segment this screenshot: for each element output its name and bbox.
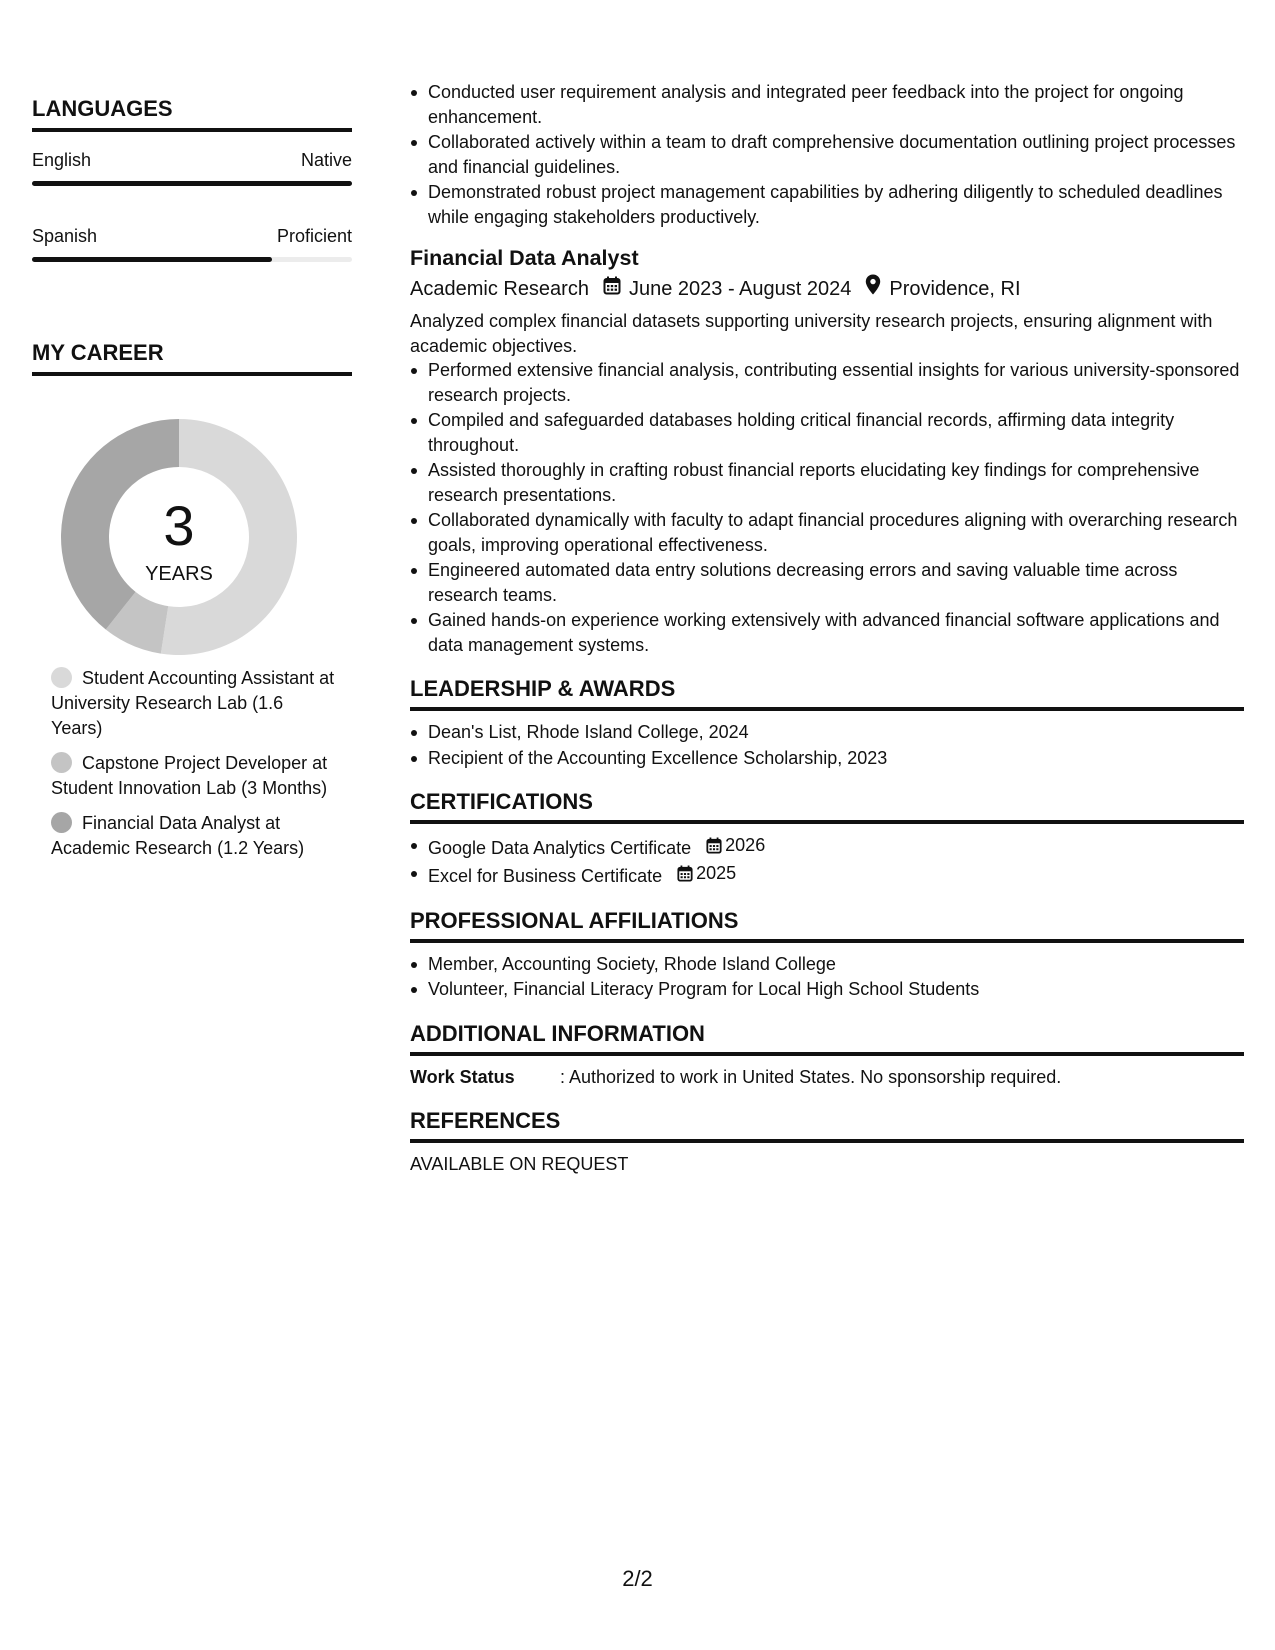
legend-dot [51,667,72,688]
list-item: Collaborated dynamically with faculty to adapt financial procedures aligning with overarching research goals, improving operational effectiveness. [428,508,1244,557]
location-pin-icon [865,273,881,305]
list-item: Assisted thoroughly in crafting robust financial reports elucidating key findings for comprehensive research presentations. [428,458,1244,507]
career-donut-chart [32,394,312,652]
affiliations-heading: PROFESSIONAL AFFILIATIONS [410,907,1244,943]
list-item: Demonstrated robust project management capabilities by adhering diligently to scheduled deadlines while engaging stakeholders productively. [428,180,1244,229]
career-legend [32,666,336,861]
job-meta [410,273,1244,305]
list-item: Engineered automated data entry solutions decreasing errors and saving valuable time across research teams. [428,558,1244,607]
work-status-row [410,1065,1244,1089]
job-entry [410,243,1244,657]
references-heading: REFERENCES [410,1107,1244,1143]
certification-year: 2026 [725,835,766,855]
list-item: Gained hands-on experience working extensively with advanced financial software applications and data management systems. [428,608,1244,657]
legend-label: Student Accounting Assistant at University Research Lab (1.6 Years) [51,668,335,738]
calendar-icon [603,273,621,305]
calendar-icon [677,865,693,882]
language-proficiency-fill [32,181,352,186]
list-item: Dean's List, Rhode Island College, 2024 [428,720,1244,745]
language-item-spanish [32,226,352,262]
page-number: 2/2 [622,1566,653,1591]
list-item: Conducted user requirement analysis and integrated peer feedback into the project for ongoing enhancement. [428,80,1244,129]
legend-item [51,666,336,741]
job-summary: Analyzed complex financial datasets supporting university research projects, ensuring alignment with academic objectives. [410,311,1213,356]
legend-dot [51,752,72,773]
career-total-value: 3 [163,494,195,557]
leadership-section [410,675,1244,770]
language-item-english [32,150,352,186]
certification-name: Excel for Business Certificate [428,866,663,886]
language-proficiency-bar [32,257,352,262]
job-title: Financial Data Analyst [410,246,639,270]
language-proficiency-bar [32,181,352,186]
job-bullets [410,358,1244,657]
list-item [428,833,1244,860]
list-item: Volunteer, Financial Literacy Program for Local High School Students [428,977,1244,1002]
affiliations-section [410,907,1244,1002]
work-status-value: : Authorized to work in United States. No sponsorship required. [560,1066,1062,1087]
certifications-section [410,788,1244,889]
calendar-icon [706,837,722,854]
list-item: Performed extensive financial analysis, contributing essential insights for various university-sponsored research projects. [428,358,1244,407]
list-item: Compiled and safeguarded databases holding critical financial records, affirming data integrity throughout. [428,408,1244,457]
list-item [428,861,1244,888]
right-column [410,80,1244,1176]
legend-label: Financial Data Analyst at Academic Research (1.2 Years) [51,813,305,858]
previous-job-bullets [410,80,1244,229]
list-item: Recipient of the Accounting Excellence Scholarship, 2023 [428,746,1244,771]
additional-info-heading: ADDITIONAL INFORMATION [410,1020,1244,1056]
career-heading: MY CAREER [32,340,352,376]
additional-info-section [410,1020,1244,1089]
certification-year: 2025 [696,863,737,884]
job-location: Providence, RI [889,278,1021,300]
career-section [32,340,352,861]
language-proficiency-fill [32,257,272,262]
left-column [32,80,352,871]
language-level: Native [300,150,352,170]
legend-item [51,751,336,801]
job-dates: June 2023 - August 2024 [628,278,852,300]
work-status-label: Work Status [410,1066,515,1087]
list-item: Member, Accounting Society, Rhode Island College [428,952,1244,977]
job-company: Academic Research [410,278,589,300]
certification-name: Google Data Analytics Certificate [428,837,692,858]
legend-dot [51,812,72,833]
certifications-heading: CERTIFICATIONS [410,788,1244,824]
list-item: Collaborated actively within a team to draft comprehensive documentation outlining project processes and financial guidelines. [428,130,1244,179]
language-name: Spanish [32,226,98,246]
language-name: English [32,150,92,170]
languages-heading: LANGUAGES [32,96,352,132]
legend-item [51,811,336,861]
references-section [410,1107,1244,1176]
leadership-heading: LEADERSHIP & AWARDS [410,675,1244,711]
legend-label: Capstone Project Developer at Student Innovation Lab (3 Months) [51,753,328,798]
references-text: AVAILABLE ON REQUEST [410,1153,629,1174]
career-total-unit: YEARS [145,563,213,585]
language-level: Proficient [276,226,352,246]
